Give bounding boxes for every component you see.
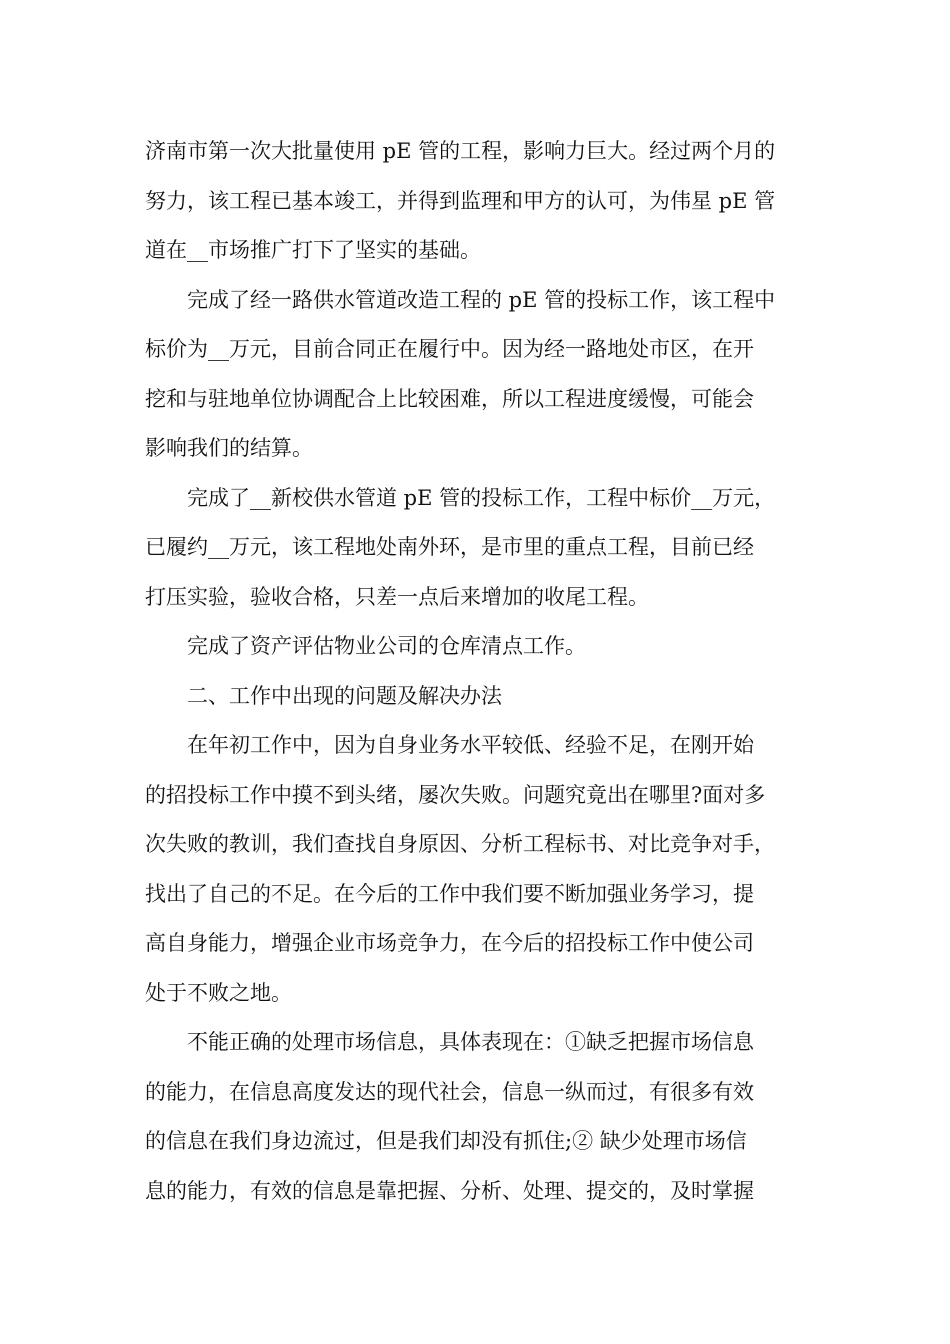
text-line: 挖和与驻地单位协调配合上比较困难，所以工程进度缓慢，可能会 bbox=[145, 386, 754, 411]
text-line: 标价为__万元，目前合同正在履行中。因为经一路地处市区，在开 bbox=[145, 337, 754, 361]
text-line: 的信息在我们身边流过，但是我们却没有抓住;② 缺少处理市场信 bbox=[145, 1129, 747, 1153]
text-line: 打压实验，验收合格，只差一点后来增加的收尾工程。 bbox=[145, 584, 649, 609]
text-line: 找出了自己的不足。在今后的工作中我们要不断加强业务学习，提 bbox=[145, 881, 754, 906]
document-body bbox=[145, 127, 810, 1216]
text-line: 完成了经一路供水管道改造工程的 pE 管的投标工作，该工程中 bbox=[187, 287, 776, 312]
section-heading bbox=[145, 672, 810, 722]
paragraph bbox=[145, 127, 810, 276]
text-line: 努力，该工程已基本竣工，并得到监理和甲方的认可，为伟星 pE 管 bbox=[145, 188, 776, 213]
text-line: 高自身能力，增强企业市场竞争力，在今后的招投标工作中使公司 bbox=[145, 931, 754, 955]
heading-line: 二、工作中出现的问题及解决办法 bbox=[187, 683, 502, 708]
text-line: 在年初工作中，因为自身业务水平较低、经验不足，在刚开始 bbox=[187, 733, 754, 757]
text-line: 不能正确的处理市场信息，具体表现在：①缺乏把握市场信息 bbox=[187, 1030, 754, 1054]
text-line: 已履约__万元，该工程地处南外环，是市里的重点工程，目前已经 bbox=[145, 535, 754, 559]
text-line: 处于不败之地。 bbox=[145, 980, 292, 1005]
text-line: 道在__市场推广打下了坚实的基础。 bbox=[145, 238, 481, 262]
text-line: 济南市第一次大批量使用 pE 管的工程，影响力巨大。经过两个月的 bbox=[145, 139, 776, 163]
text-line: 影响我们的结算。 bbox=[145, 436, 313, 460]
text-line: 的招投标工作中摸不到头绪，屡次失败。问题究竟出在哪里?面对多 bbox=[145, 782, 766, 807]
text-line: 完成了__新校供水管道 pE 管的投标工作，工程中标价__万元， bbox=[187, 485, 776, 510]
text-line: 的能力，在信息高度发达的现代社会，信息一纵而过，有很多有效 bbox=[145, 1079, 754, 1104]
text-line: 次失败的教训，我们查找自身原因、分析工程标书、对比竞争对手， bbox=[145, 832, 775, 856]
paragraph bbox=[145, 622, 810, 672]
paragraph bbox=[145, 474, 810, 623]
text-line: 息的能力，有效的信息是靠把握、分析、处理、提交的，及时掌握 bbox=[145, 1178, 754, 1203]
paragraph bbox=[145, 1018, 810, 1216]
text-line: 完成了资产评估物业公司的仓库清点工作。 bbox=[187, 634, 586, 658]
paragraph bbox=[145, 276, 810, 474]
paragraph bbox=[145, 721, 810, 1018]
